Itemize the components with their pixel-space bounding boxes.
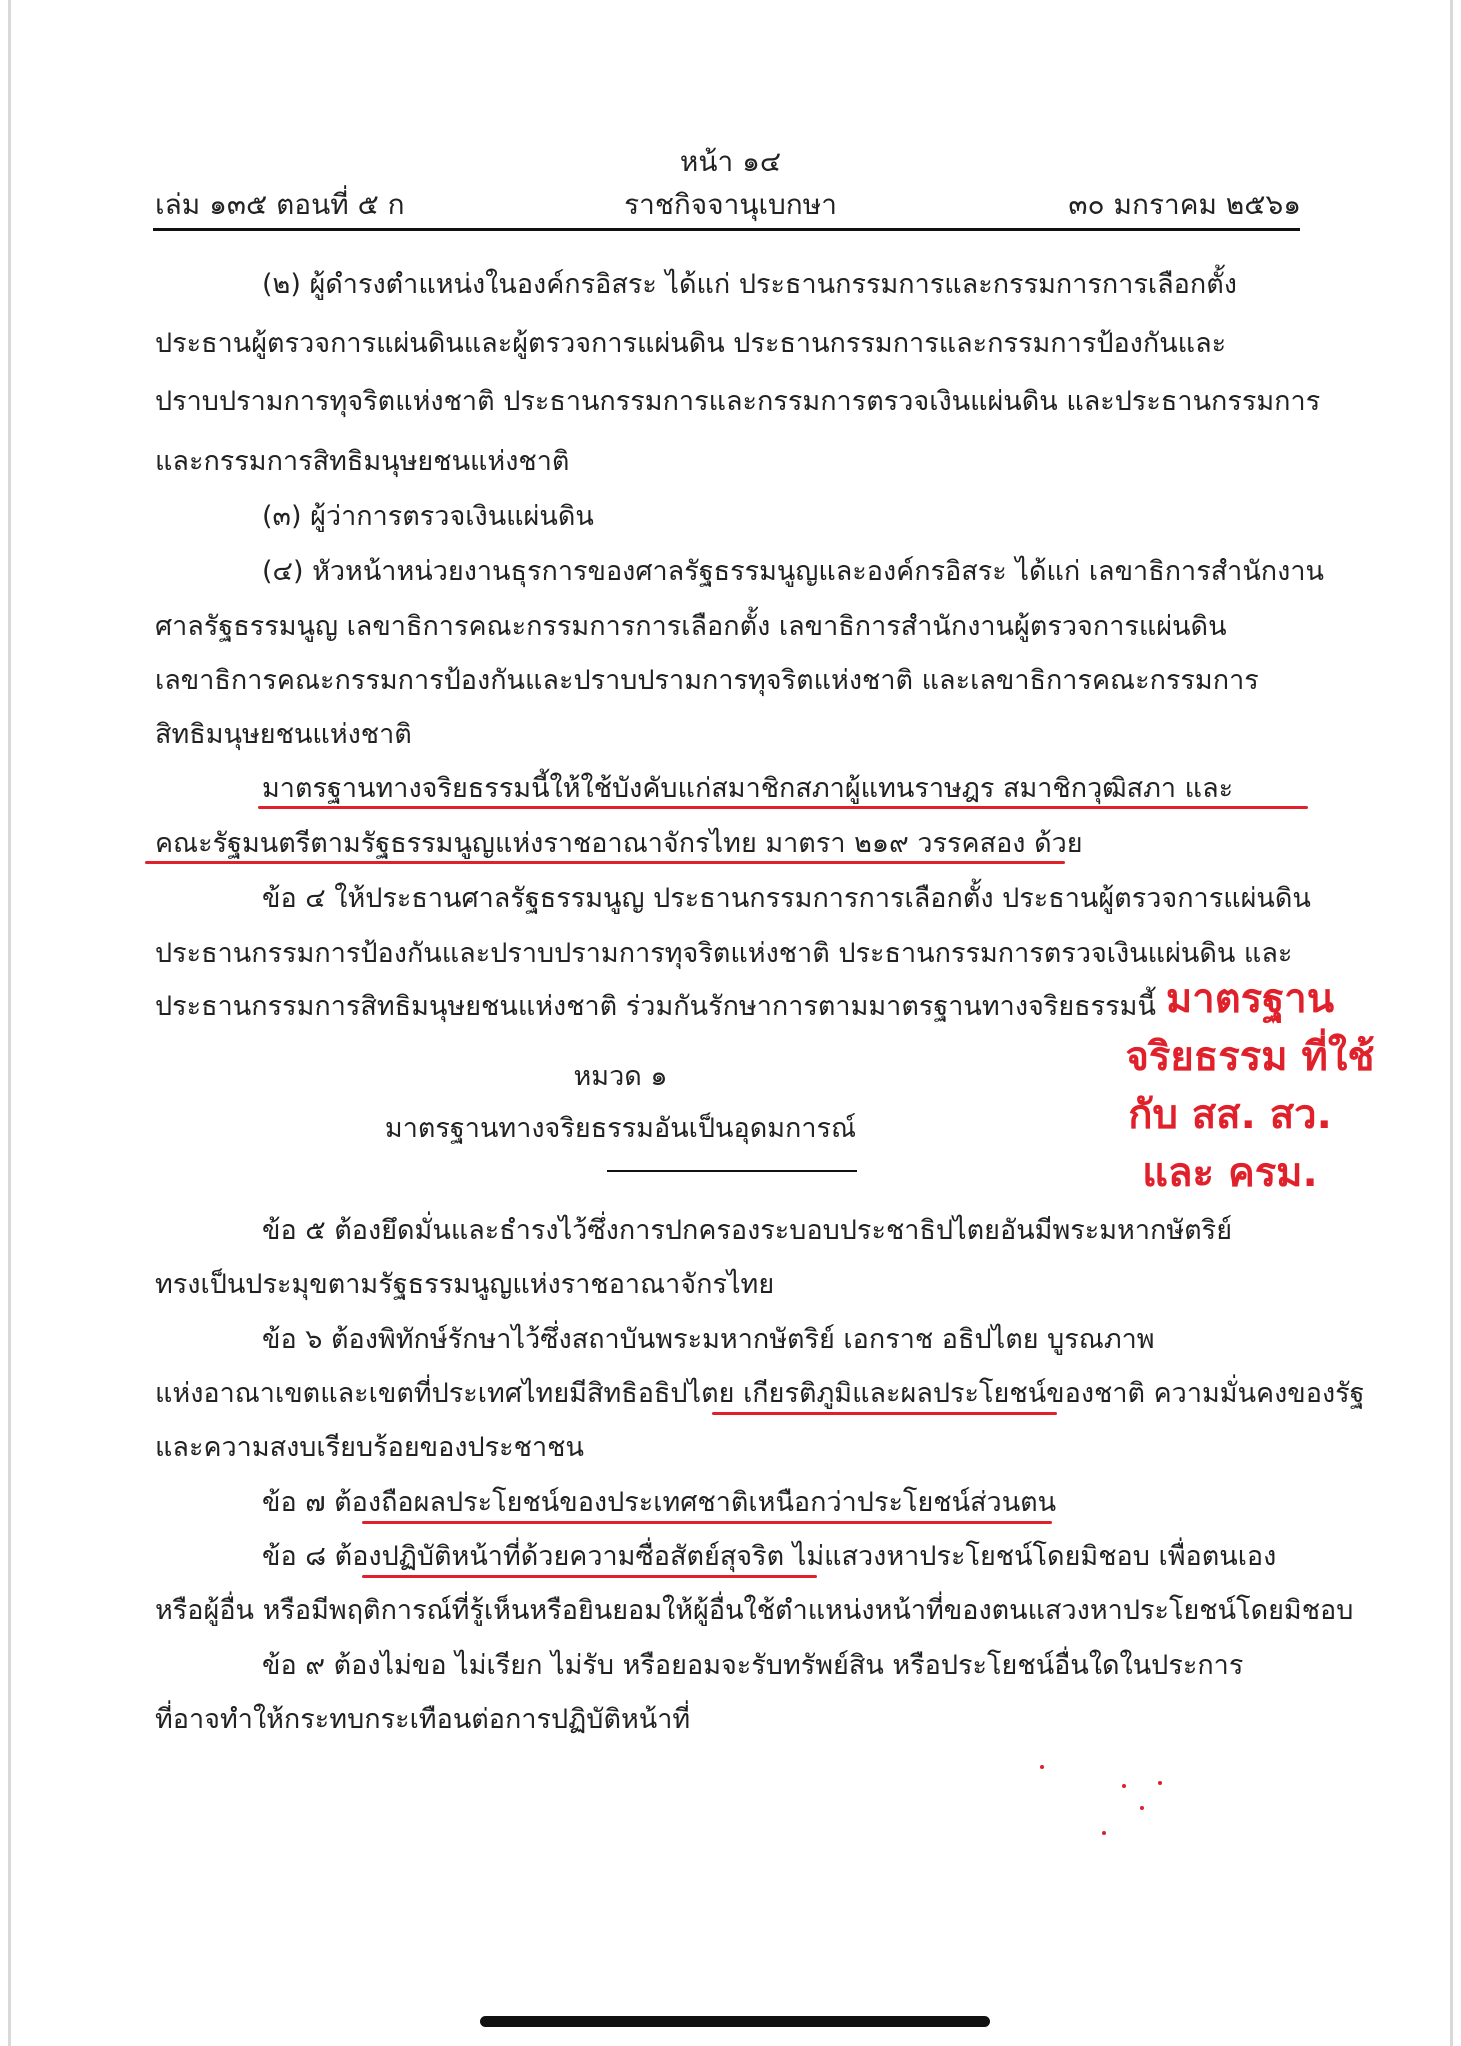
body-line: (๔) หัวหน้าหน่วยงานธุรการของศาลรัฐธรรมนูญและองค์กรอิสระ ได้แก่ เลขาธิการสำนักงาน — [262, 556, 1324, 587]
section-title: มาตรฐานทางจริยธรรมอันเป็นอุดมการณ์ — [384, 1113, 857, 1144]
annotation-line: มาตรฐาน — [1165, 976, 1335, 1022]
red-dot — [1122, 1784, 1126, 1788]
section-number: หมวด ๑ — [573, 1061, 668, 1092]
red-dot — [1158, 1781, 1162, 1785]
body-line: ประธานกรรมการป้องกันและปราบปรามการทุจริตแห่งชาติ ประธานกรรมการตรวจเงินแผ่นดิน และ — [155, 938, 1293, 969]
body-line: ประธานกรรมการสิทธิมนุษยชนแห่งชาติ ร่วมกันรักษาการตามมาตรฐานทางจริยธรรมนี้ — [155, 991, 1156, 1022]
red-dot — [1140, 1806, 1144, 1810]
body-line: (๒) ผู้ดำรงตำแหน่งในองค์กรอิสระ ได้แก่ ประธานกรรมการและกรรมการการเลือกตั้ง — [262, 269, 1237, 300]
annotation-line: จริยธรรม ที่ใช้ — [1125, 1034, 1375, 1080]
gazette-date: ๓๐ มกราคม ๒๕๖๑ — [1068, 188, 1301, 221]
annotation-line: กับ สส. สว. — [1128, 1092, 1332, 1138]
gazette-name: ราชกิจจานุเบกษา — [624, 188, 837, 221]
body-line: แห่งอาณาเขตและเขตที่ประเทศไทยมีสิทธิอธิปไตย เกียรติภูมิและผลประโยชน์ของชาติ ความมั่นคงของรัฐ — [155, 1378, 1365, 1409]
red-underline — [362, 1575, 817, 1578]
body-line: ข้อ ๔ ให้ประธานศาลรัฐธรรมนูญ ประธานกรรมการการเลือกตั้ง ประธานผู้ตรวจการแผ่นดิน — [262, 883, 1311, 914]
body-line: ประธานผู้ตรวจการแผ่นดินและผู้ตรวจการแผ่นดิน ประธานกรรมการและกรรมการป้องกันและ — [155, 328, 1227, 359]
page-left-edge — [8, 0, 11, 2046]
body-line-highlighted: คณะรัฐมนตรีตามรัฐธรรมนูญแห่งราชอาณาจักรไทย มาตรา ๒๑๙ วรรคสอง ด้วย — [155, 828, 1083, 859]
body-line-highlighted: มาตรฐานทางจริยธรรมนี้ให้ใช้บังคับแก่สมาชิกสภาผู้แทนราษฎร สมาชิกวุฒิสภา และ — [262, 773, 1234, 804]
body-line: สิทธิมนุษยชนแห่งชาติ — [155, 719, 412, 750]
annotation-line: และ ครม. — [1142, 1150, 1318, 1196]
volume-info: เล่ม ๑๓๕ ตอนที่ ๕ ก — [155, 188, 405, 221]
body-line: ข้อ ๙ ต้องไม่ขอ ไม่เรียก ไม่รับ หรือยอมจะรับทรัพย์สิน หรือประโยชน์อื่นใดในประการ — [262, 1650, 1244, 1681]
body-line: ข้อ ๕ ต้องยึดมั่นและธำรงไว้ซึ่งการปกครองระบอบประชาธิปไตยอันมีพระมหากษัตริย์ — [262, 1215, 1233, 1246]
body-line: ศาลรัฐธรรมนูญ เลขาธิการคณะกรรมการการเลือกตั้ง เลขาธิการสำนักงานผู้ตรวจการแผ่นดิน — [155, 611, 1227, 642]
body-line: และกรรมการสิทธิมนุษยชนแห่งชาติ — [155, 446, 570, 477]
home-indicator[interactable] — [480, 2016, 990, 2027]
body-line: หรือผู้อื่น หรือมีพฤติการณ์ที่รู้เห็นหรือยินยอมให้ผู้อื่นใช้ตำแหน่งหน้าที่ของตนแสวงหาประโยชน์โดยมิชอบ — [155, 1595, 1354, 1626]
body-line: ข้อ ๘ ต้องปฏิบัติหน้าที่ด้วยความซื่อสัตย์สุจริต ไม่แสวงหาประโยชน์โดยมิชอบ เพื่อตนเอง — [262, 1541, 1277, 1572]
body-line: ข้อ ๖ ต้องพิทักษ์รักษาไว้ซึ่งสถาบันพระมหากษัตริย์ เอกราช อธิปไตย บูรณภาพ — [262, 1324, 1155, 1355]
red-underline — [258, 806, 1308, 809]
body-line: (๓) ผู้ว่าการตรวจเงินแผ่นดิน — [262, 501, 594, 532]
body-line: ข้อ ๗ ต้องถือผลประโยชน์ของประเทศชาติเหนือกว่าประโยชน์ส่วนตน — [262, 1487, 1057, 1518]
body-line: ทรงเป็นประมุขตามรัฐธรรมนูญแห่งราชอาณาจักรไทย — [155, 1269, 775, 1300]
red-dot — [1102, 1831, 1106, 1835]
red-underline — [712, 1412, 1057, 1415]
red-underline — [362, 1521, 1052, 1524]
body-line: และความสงบเรียบร้อยของประชาชน — [155, 1432, 584, 1463]
body-line: ที่อาจทำให้กระทบกระเทือนต่อการปฏิบัติหน้าที่ — [155, 1704, 691, 1735]
page-number: หน้า ๑๔ — [679, 145, 782, 178]
header-rule — [153, 228, 1300, 231]
body-line: เลขาธิการคณะกรรมการป้องกันและปราบปรามการทุจริตแห่งชาติ และเลขาธิการคณะกรรมการ — [155, 665, 1259, 696]
red-dot — [1040, 1765, 1044, 1769]
section-rule — [607, 1170, 857, 1172]
red-underline — [145, 861, 1065, 864]
body-line: ปราบปรามการทุจริตแห่งชาติ ประธานกรรมการและกรรมการตรวจเงินแผ่นดิน และประธานกรรมการ — [155, 386, 1321, 417]
page-right-edge — [1450, 0, 1453, 2046]
